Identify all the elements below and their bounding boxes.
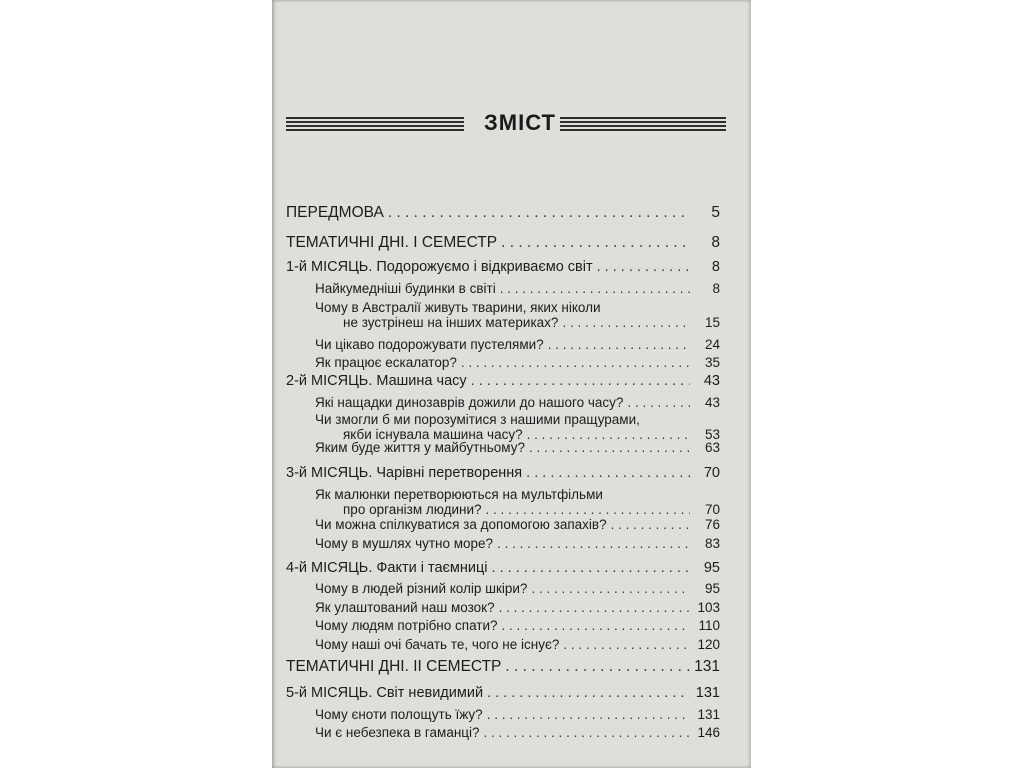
toc-entry-topic bbox=[315, 581, 720, 596]
toc-entry-topic bbox=[315, 618, 720, 633]
toc-entry-topic bbox=[315, 337, 720, 352]
toc-entry-label-line1: Чому в Австралії живуть тварини, яких ніколи bbox=[315, 300, 601, 315]
leader-dots bbox=[497, 536, 690, 551]
toc-entry-page: 76 bbox=[704, 517, 720, 532]
leader-dots bbox=[487, 707, 690, 722]
toc-entry-semester-1 bbox=[286, 234, 720, 252]
toc-entry-page: 120 bbox=[697, 637, 720, 652]
leader-dots bbox=[548, 337, 690, 352]
leader-dots bbox=[563, 637, 690, 652]
toc-entry-page: 35 bbox=[704, 355, 720, 370]
toc-entry-label: 3-й МІСЯЦЬ. Чарівні перетворення bbox=[286, 465, 523, 481]
toc-entry-month-1 bbox=[286, 259, 720, 275]
toc-entry-label: ТЕМАТИЧНІ ДНІ. I СЕМЕСТР bbox=[286, 234, 498, 251]
toc-entry-page: 8 bbox=[712, 281, 720, 296]
table-of-contents bbox=[272, 0, 751, 768]
toc-entry-semester-2 bbox=[286, 658, 720, 676]
toc-entry-month-5 bbox=[286, 685, 720, 701]
leader-dots bbox=[484, 725, 690, 740]
toc-entry-page: 43 bbox=[704, 395, 720, 410]
toc-entry-label: Як працює ескалатор? bbox=[315, 355, 457, 370]
toc-entry-label-line2: не зустрінеш на інших материках? bbox=[343, 315, 559, 330]
toc-entry-label-line1: Чи змогли б ми порозумітися з нашими пращурами, bbox=[315, 412, 640, 427]
toc-entry-label: Чому в мушлях чутно море? bbox=[315, 536, 494, 551]
toc-entry-page: 24 bbox=[704, 337, 720, 352]
toc-entry-page: 83 bbox=[704, 536, 720, 551]
leader-dots bbox=[627, 395, 690, 410]
toc-entry-label: Чому єноти полощуть їжу? bbox=[315, 707, 483, 722]
toc-entry-page: 5 bbox=[711, 204, 720, 221]
leader-dots bbox=[526, 465, 690, 481]
toc-entry-label-line2: про організм людини? bbox=[343, 502, 482, 517]
toc-entry-topic bbox=[315, 440, 720, 455]
toc-entry-page: 95 bbox=[704, 581, 720, 596]
toc-entry-topic bbox=[315, 725, 720, 740]
toc-entry-label: Чому людям потрібно спати? bbox=[315, 618, 498, 633]
toc-entry-label: Найкумедніші будинки в світі bbox=[315, 281, 496, 296]
toc-entry-label: Чи є небезпека в гаманці? bbox=[315, 725, 480, 740]
leader-dots bbox=[487, 685, 690, 701]
toc-entry-label: 2-й МІСЯЦЬ. Машина часу bbox=[286, 373, 467, 389]
toc-entry-page: 70 bbox=[704, 502, 720, 517]
toc-entry-topic bbox=[315, 536, 720, 551]
toc-entry-month-3 bbox=[286, 465, 720, 481]
leader-dots bbox=[499, 600, 690, 615]
leader-dots bbox=[471, 373, 690, 389]
leader-dots bbox=[531, 581, 690, 596]
book-page bbox=[272, 0, 751, 768]
toc-entry-label: ПЕРЕДМОВА bbox=[286, 204, 384, 221]
toc-entry-page: 146 bbox=[697, 725, 720, 740]
page-title: ЗМІСТ bbox=[484, 110, 556, 135]
toc-entry-label: ТЕМАТИЧНІ ДНІ. II СЕМЕСТР bbox=[286, 658, 502, 675]
toc-entry-page: 63 bbox=[704, 440, 720, 455]
toc-entry-page: 131 bbox=[697, 707, 720, 722]
toc-entry-topic bbox=[315, 300, 720, 330]
toc-entry-topic bbox=[315, 412, 720, 442]
toc-entry-page: 8 bbox=[711, 259, 720, 275]
toc-entry-label: Як улаштований наш мозок? bbox=[315, 600, 495, 615]
toc-entry-month-2 bbox=[286, 373, 720, 389]
leader-dots bbox=[388, 204, 690, 222]
toc-entry-label: Які нащадки динозаврів дожили до нашого часу? bbox=[315, 395, 624, 410]
toc-entry-label-line2: якби існувала машина часу? bbox=[343, 427, 523, 442]
toc-entry-month-4 bbox=[286, 560, 720, 576]
toc-entry-page: 110 bbox=[698, 618, 720, 633]
leader-dots bbox=[502, 618, 690, 633]
toc-entry-page: 70 bbox=[703, 465, 720, 481]
toc-entry-topic bbox=[315, 355, 720, 370]
toc-entry-label: 4-й МІСЯЦЬ. Факти і таємниці bbox=[286, 560, 488, 576]
toc-entry-label: 1-й МІСЯЦЬ. Подорожуємо і відкриваємо світ bbox=[286, 259, 593, 275]
leader-dots bbox=[505, 658, 690, 676]
leader-dots bbox=[562, 315, 690, 330]
toc-entry-topic bbox=[315, 281, 720, 296]
toc-entry-label: Чи цікаво подорожувати пустелями? bbox=[315, 337, 544, 352]
toc-entry-topic bbox=[315, 600, 720, 615]
leader-dots bbox=[492, 560, 690, 576]
toc-entry-label: Чому в людей різний колір шкіри? bbox=[315, 581, 528, 596]
leader-dots bbox=[611, 517, 690, 532]
toc-entry-page: 8 bbox=[711, 234, 720, 251]
toc-entry-page: 15 bbox=[704, 315, 720, 330]
toc-entry-preface bbox=[286, 204, 720, 222]
toc-entry-page: 131 bbox=[695, 685, 720, 701]
leader-dots bbox=[486, 502, 690, 517]
toc-entry-page: 43 bbox=[703, 373, 720, 389]
leader-dots bbox=[529, 440, 690, 455]
toc-entry-page: 53 bbox=[704, 427, 720, 442]
toc-entry-page: 103 bbox=[697, 600, 720, 615]
toc-entry-label: Чому наші очі бачать те, чого не існує? bbox=[315, 637, 560, 652]
toc-entry-page: 95 bbox=[703, 560, 720, 576]
toc-entry-page: 131 bbox=[694, 658, 720, 675]
toc-entry-label: Яким буде життя у майбутньому? bbox=[315, 440, 525, 455]
leader-dots bbox=[597, 259, 690, 275]
toc-entry-topic bbox=[315, 395, 720, 410]
toc-entry-topic bbox=[315, 487, 720, 517]
toc-entry-label-line1: Як малюнки перетворюються на мультфільми bbox=[315, 487, 603, 502]
toc-entry-topic bbox=[315, 637, 720, 652]
leader-dots bbox=[461, 355, 690, 370]
leader-dots bbox=[501, 234, 690, 252]
toc-entry-topic bbox=[315, 517, 720, 532]
toc-entry-topic bbox=[315, 707, 720, 722]
toc-entry-label: Чи можна спілкуватися за допомогою запахів? bbox=[315, 517, 607, 532]
toc-entry-label: 5-й МІСЯЦЬ. Світ невидимий bbox=[286, 685, 484, 701]
leader-dots bbox=[500, 281, 690, 296]
